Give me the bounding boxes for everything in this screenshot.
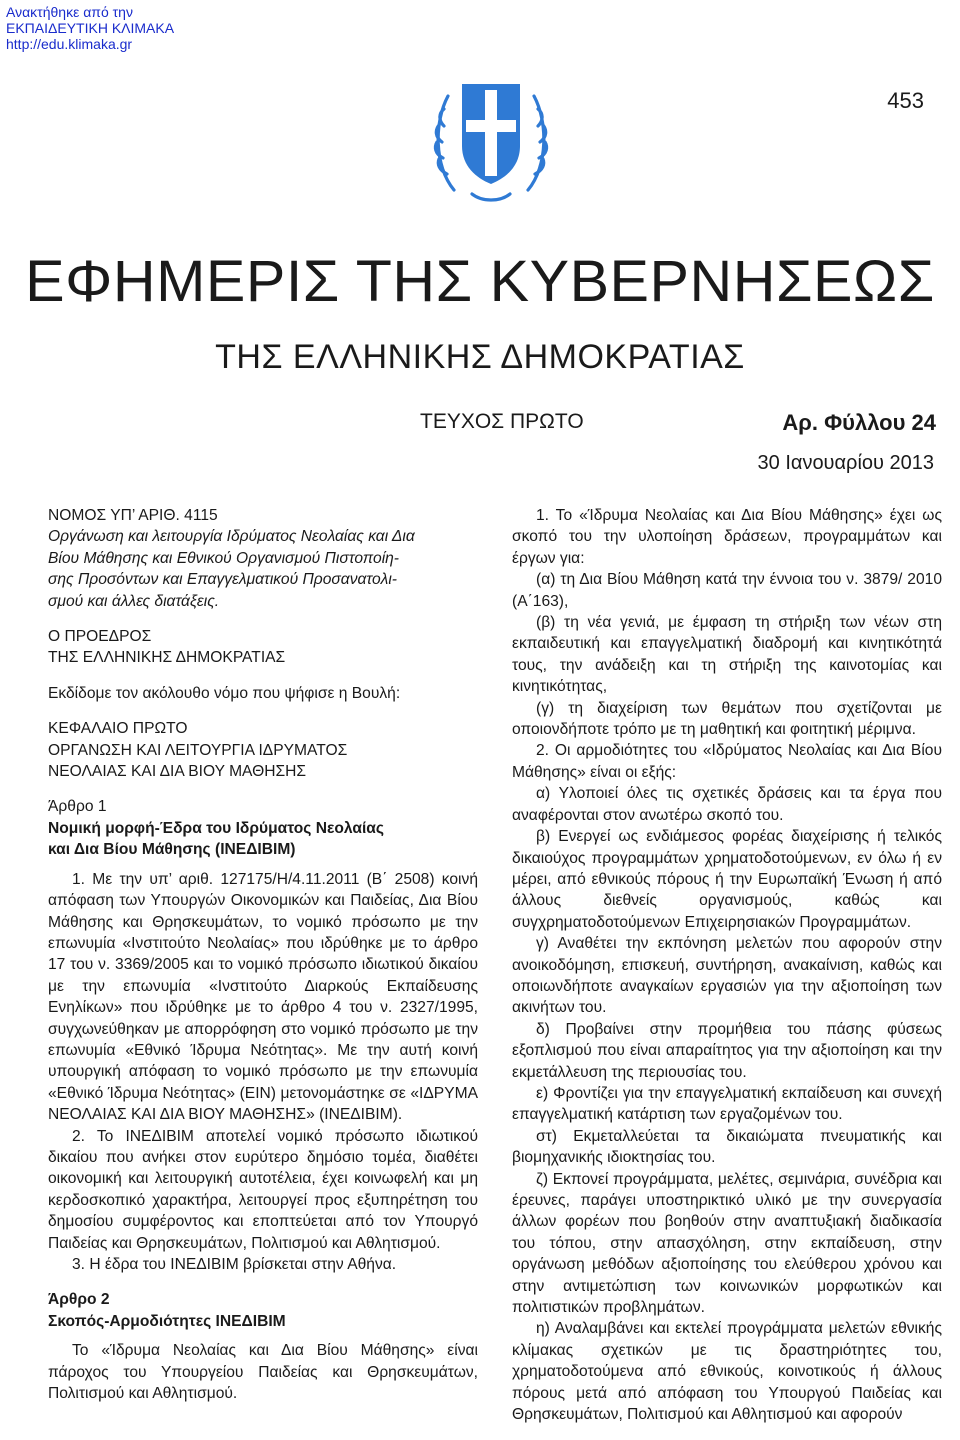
- article-1-title: και Δια Βίου Μάθησης (ΙΝΕΔΙΒΙΜ): [48, 841, 296, 859]
- paragraph: (β) τη νέα γενιά, με έμφαση τη στήριξη των νέων στη εκπαιδευτική και επαγγελματική διαδρομή και κινητικότητά τους, την ανάδειξη και τη στήριξη της καινοτομίας και κινητικότητας,: [512, 614, 942, 696]
- paragraph: α) Υλοποιεί όλες τις σχετικές δράσεις και τα έργα που αναφέρονται στον ανωτέρω σκοπό του.: [512, 785, 942, 824]
- source-url-link[interactable]: http://edu.klimaka.gr: [6, 36, 133, 52]
- source-note: [6, 4, 174, 52]
- greek-coat-of-arms-emblem: [432, 66, 550, 206]
- chapter-heading: ΚΕΦΑΛΑΙΟ ΠΡΩΤΟ: [48, 720, 188, 738]
- gazette-title: ΕΦΗΜΕΡΙΣ ΤΗΣ ΚΥΒΕΡΝΗΣΕΩΣ: [25, 249, 935, 314]
- paragraph: ε) Φροντίζει για την επαγγελματική εκπαίδευση και συνεχή επαγγελματική κατάρτιση των εργαζομένων του.: [512, 1084, 942, 1124]
- paragraph: στ) Εκμεταλλεύεται τα δικαιώματα πνευματικής και βιομηχανικής ιδιοκτησίας του.: [512, 1127, 942, 1167]
- paragraph: (α) τη Δια Βίου Μάθηση κατά την έννοια του ν. 3879/ 2010 (Α΄163),: [512, 571, 942, 610]
- chapter-title: ΝΕΟΛΑΙΑΣ ΚΑΙ ΔΙΑ ΒΙΟΥ ΜΑΘΗΣΗΣ: [48, 763, 307, 781]
- page-number: 453: [887, 88, 924, 113]
- chapter-title: ΟΡΓΑΝΩΣΗ ΚΑΙ ΛΕΙΤΟΥΡΓΙΑ ΙΔΡΥΜΑΤΟΣ: [48, 741, 348, 759]
- source-note-line: Ανακτήθηκε από την: [6, 4, 133, 20]
- paragraph: 1. Το «Ίδρυμα Νεολαίας και Δια Βίου Μάθησης» έχει ως σκοπό του την υλοποίηση δράσεων, προγραμμάτων και έργων για:: [512, 507, 942, 567]
- paragraph: γ) Αναθέτει την εκπόνηση μελετών που αφορούν στην ανοικοδόμηση, επισκευή, συντήρηση, ανακαίνιση, καθώς και οποιωνδήποτε αναγκαίων εργασιών για την αξιοποίηση των ακινήτων του.: [512, 935, 942, 1017]
- paragraph: 3. Η έδρα του ΙΝΕΔΙΒΙΜ βρίσκεται στην Αθήνα.: [72, 1256, 397, 1273]
- sheet-number: Αρ. Φύλλου 24: [782, 410, 936, 435]
- paragraph: δ) Προβαίνει στην προμήθεια του πάσης φύσεως εξοπλισμού που είναι απαραίτητος για την αξιοποίηση και την εκμετάλλευση της περιουσίας του.: [512, 1020, 942, 1081]
- article-1-title: Νομική μορφή-Έδρα του Ιδρύματος Νεολαίας: [48, 819, 384, 837]
- law-number: ΝΟΜΟΣ ΥΠ’ ΑΡΙΘ. 4115: [48, 507, 218, 524]
- left-column: [48, 505, 478, 1404]
- paragraph: 2. Οι αρμοδιότητες του «Ιδρύματος Νεολαίας και Δια Βίου Μάθησης» είναι οι εξής:: [512, 742, 942, 781]
- paragraph: η) Αναλαμβάνει και εκτελεί προγράμματα μελετών εθνικής κλίμακας σχετικών με τις δραστηριότητες του, χρηματοδοτούμενα από εθνικούς, κοινοτικούς ή άλλους πόρους μετά από απόφαση του Υπουργού Παιδείας και Θρησκευμάτων, Πολιτισμού και Αθλητισμού και αφορούν: [512, 1320, 942, 1424]
- paragraph: (γ) τη διαχείριση των θεμάτων που σχετίζονται με οποιονδήποτε τρόπο με τη μαθητική και φοιτητική μέριμνα.: [512, 699, 942, 739]
- enactment-formula: Εκδίδομε τον ακόλουθο νόμο που ψήφισε η Βουλή:: [48, 684, 401, 702]
- issue-series: ΤΕΥΧΟΣ ΠΡΩΤΟ: [420, 410, 584, 433]
- law-title-line: σης Προσόντων και Επαγγελματικού Προσανατολι-: [48, 571, 398, 589]
- article-2-title: Σκοπός-Αρμοδιότητες ΙΝΕΔΙΒΙΜ: [48, 1312, 286, 1330]
- law-title-line: σμού και άλλες διατάξεις.: [48, 592, 220, 610]
- paragraph: 2. Το ΙΝΕΔΙΒΙΜ αποτελεί νομικό πρόσωπο ιδιωτικού δικαίου που ανήκει στον ευρύτερο δημόσιο τομέα, διαθέτει οικονομική και λειτουργική αυτοτέλεια, έχει κοινωφελή και μη κερδοσκοπικό χαρακτήρα, λειτουργεί προς εξυπηρέτηση του δημοσίου συμφέροντος και εποπτεύεται από τον Υπουργό Παιδείας και Θρησκευμάτων, Πολιτισμού και Αθλητισμού.: [48, 1127, 478, 1252]
- gazette-subtitle: ΤΗΣ ΕΛΛΗΝΙΚΗΣ ΔΗΜΟΚΡΑΤΙΑΣ: [215, 338, 745, 376]
- paragraph: Το «Ίδρυμα Νεολαίας και Δια Βίου Μάθησης» είναι πάροχος του Υπουργείου Παιδείας και Θρησκευμάτων, Πολιτισμού και Αθλητισμού.: [48, 1342, 478, 1403]
- issue-date: 30 Ιανουαρίου 2013: [757, 452, 934, 474]
- source-note-line: ΕΚΠΑΙΔΕΥΤΙΚΗ ΚΛΙΜΑΚΑ: [6, 20, 175, 36]
- law-title-line: Βίου Μάθησης και Εθνικού Οργανισμού Πιστοποίη-: [48, 549, 400, 567]
- paragraph: β) Ενεργεί ως ενδιάμεσος φορέας διαχείρισης ή τελικός δικαιούχος προγραμμάτων χρηματοδοτούμενων, εν όλω ή εν μέρει, από εθνικούς πόρους ή την Ευρωπαϊκή Ένωση ή από άλλους διεθνείς οργανισμούς, καθώς και συγχρηματοδοτούμενων Επιχειρησιακών Προγραμμάτων.: [512, 828, 942, 931]
- paragraph: 1. Με την υπ’ αριθ. 127175/Η/4.11.2011 (Β΄ 2508) κοινή απόφαση των Υπουργών Οικονομικών και Παιδείας, Δια Βίου Μάθησης και Θρησκευμάτων, το νομικό πρόσωπο με την επωνυμία «Ινστιτούτο Νεολαίας» που ιδρύθηκε με το άρθρο 17 του ν. 3369/2005 και το νομικό πρόσωπο ιδιωτικού δικαίου με την επωνυμία «Ινστιτούτο Διαρκούς Εκπαίδευσης Ενηλίκων» που ιδρύθηκε με το άρθρο 4 του ν. 2327/1995, συγχωνεύθηκαν με απορρόφηση στο νομικό πρόσωπο με την επωνυμία «Εθνικό Ίδρυμα Νεότητας». Με την αυτή κοινή υπουργική απόφαση το νομικό πρόσωπο με την επωνυμία «Εθνικό Ίδρυμα Νεότητας» (ΕΙΝ) μετονομάστηκε σε «ΙΔΡΥΜΑ ΝΕΟΛΑΙΑΣ ΚΑΙ ΔΙΑ ΒΙΟΥ ΜΑΘΗΣΗΣ» (ΙΝΕΔΙΒΙΜ).: [48, 870, 478, 1124]
- president-heading: ΤΗΣ ΕΛΛΗΝΙΚΗΣ ΔΗΜΟΚΡΑΤΙΑΣ: [48, 649, 286, 667]
- article-2-heading: Άρθρο 2: [48, 1291, 110, 1309]
- president-heading: Ο ΠΡΟΕΔΡΟΣ: [48, 628, 152, 646]
- law-title-line: Οργάνωση και λειτουργία Ιδρύματος Νεολαίας και Δια: [48, 528, 415, 546]
- paragraph: ζ) Εκπονεί προγράμματα, μελέτες, σεμινάρια, συνέδρια και έρευνες, παράγει υποστηρικτικό υλικό με την συνεργασία άλλων φορέων που βοηθούν στην αναπτυξιακή διαδικασία του τόπου, στην απασχόληση, στην εκπαίδευση, στην οργάνωση μεθόδων αξιοποίησης του ελεύθερου χρόνου και στην αντιμετώπιση των κοινωνικών μορφωτικών και πολιτιστικών προβλημάτων.: [512, 1170, 942, 1317]
- article-1-heading: Άρθρο 1: [48, 798, 107, 816]
- right-column: [512, 505, 942, 1425]
